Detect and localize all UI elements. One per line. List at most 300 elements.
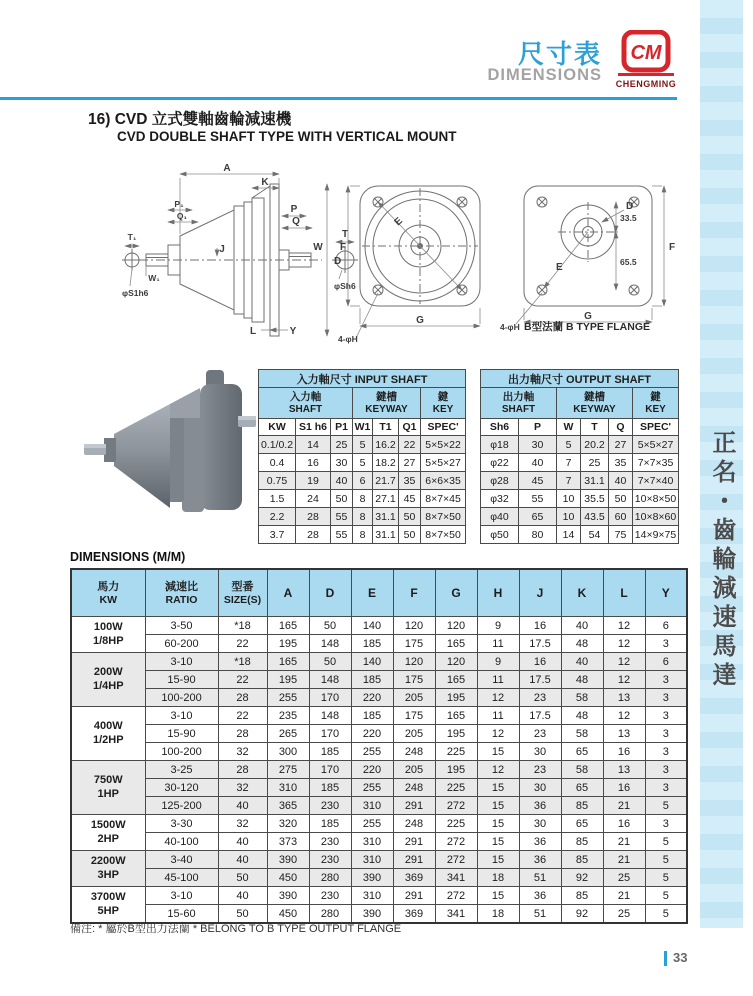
cell: 40 [561,617,603,635]
cell: 220 [351,761,393,779]
cell: 148 [309,707,351,725]
cell: 35.5 [581,490,609,508]
cell: 255 [351,815,393,833]
cell: 22 [218,635,267,653]
cell: 40 [519,454,557,472]
cell: 11 [477,635,519,653]
cell: φ28 [481,472,519,490]
cell: 7×7×35 [633,454,679,472]
cell: 272 [435,887,477,905]
cell: 5 [645,797,687,815]
cell: 22 [399,436,421,454]
dim-label-W: W [313,242,323,253]
cell: 205 [393,725,435,743]
table-row [71,761,687,779]
cell: 10×8×50 [633,490,679,508]
cell: 15-60 [145,905,218,924]
cell: 25 [603,869,645,887]
cell: φ32 [481,490,519,508]
front-view-drawing [338,180,490,344]
cell: 100-200 [145,743,218,761]
flange-caption: B型法蘭 B TYPE FLANGE [524,321,651,333]
cell: 12 [477,689,519,707]
cell: 195 [435,725,477,743]
cell: 3-50 [145,617,218,635]
cell: 6 [353,472,373,490]
table-row [71,635,687,653]
cell: 230 [309,833,351,851]
cell: 225 [435,815,477,833]
table-row [71,779,687,797]
cell: 17.5 [519,707,561,725]
cell: 30-120 [145,779,218,797]
cell: 40 [218,833,267,851]
cell: 92 [561,905,603,924]
column-header: SPEC' [421,419,466,436]
cell: 8×7×45 [421,490,466,508]
cell: 100-200 [145,689,218,707]
flange-view-drawing [500,182,694,334]
table-row [259,490,466,508]
cell: 5 [353,436,373,454]
cell: 310 [351,851,393,869]
column-header-row [71,569,687,617]
cell: 15 [477,779,519,797]
group-header-row [259,388,466,419]
cell: 20.2 [581,436,609,454]
cell: 3-25 [145,761,218,779]
cell: 48 [561,707,603,725]
table-row [71,797,687,815]
cell: 390 [351,905,393,924]
cell: 5 [557,436,581,454]
column-header: S1 h6 [296,419,331,436]
cell: 390 [267,851,309,869]
table-row [481,436,679,454]
cell: 22 [218,671,267,689]
column-group: 入力軸 SHAFT [259,388,353,419]
cell: 1.5 [259,490,296,508]
cell: 85 [561,833,603,851]
power-label: 200W 1/4HP [71,653,145,707]
cell: 21 [603,887,645,905]
column-header: Sh6 [481,419,519,436]
cell: 15 [477,851,519,869]
cell: 7 [557,472,581,490]
cell: *18 [218,617,267,635]
cell: 19 [296,472,331,490]
cell: 58 [561,725,603,743]
cell: 36 [519,851,561,869]
cell: 165 [267,617,309,635]
cell: 16 [603,743,645,761]
cell: 120 [393,653,435,671]
cell: 230 [309,851,351,869]
cell: 28 [296,526,331,544]
column-header: H [477,569,519,617]
cell: 55 [331,526,353,544]
side-vertical-text: 正名・齒輪減速馬達 [708,430,735,691]
group-header-row [481,388,679,419]
column-header: W1 [353,419,373,436]
column-header: T [581,419,609,436]
cell: 225 [435,743,477,761]
dim-label-P: P [290,204,298,215]
column-header: A [267,569,309,617]
cell: 5 [645,905,687,924]
cell: 65 [561,779,603,797]
cell: 6 [645,617,687,635]
cell: 120 [435,653,477,671]
column-header: L [603,569,645,617]
dim-label-Sh6: φSh6 [334,281,356,291]
cell: 450 [267,905,309,924]
cell: 3-40 [145,851,218,869]
cell: 31.1 [373,508,399,526]
cell: 5×5×27 [633,436,679,454]
cell: 248 [393,815,435,833]
cell: 255 [267,689,309,707]
table-row [259,436,466,454]
cell: 170 [309,689,351,707]
page-number-bar [664,951,667,966]
dim-label-J: J [219,244,225,255]
cell: 40 [331,472,353,490]
table-row [71,671,687,689]
cell: 25 [581,454,609,472]
cell: 15 [477,797,519,815]
cell: 27 [609,436,633,454]
cell: 205 [393,761,435,779]
dim-label-65-5: 65.5 [620,257,637,267]
cell: 28 [218,761,267,779]
page-number: 33 [673,950,688,965]
column-group: 鍵槽 KEYWAY [353,388,421,419]
table-row [481,472,679,490]
cell: 185 [309,815,351,833]
cell: 21 [603,797,645,815]
header-rule [0,97,677,100]
cell: 40 [609,472,633,490]
cell: 300 [267,743,309,761]
cell: 14 [557,526,581,544]
dim-label-L: L [249,326,257,337]
column-header: T1 [373,419,399,436]
footnote: 備注: * 屬於B型出力法蘭 * BELONG TO B TYPE OUTPUT FLANGE [70,923,402,935]
power-label: 2200W 3HP [71,851,145,887]
cell: 148 [309,671,351,689]
cell: 35 [609,454,633,472]
column-header: 減速比 RATIO [145,569,218,617]
dim-label-K: K [261,177,269,188]
table-title-row [259,370,466,388]
cell: 280 [309,869,351,887]
cell: 15 [477,887,519,905]
table-row [71,833,687,851]
cell: 291 [393,887,435,905]
column-header: J [519,569,561,617]
cell: 275 [267,761,309,779]
dim-label-Y: Y [289,326,297,337]
cell: 175 [393,671,435,689]
cell: 3-10 [145,887,218,905]
table-row [71,689,687,707]
cell: 185 [309,743,351,761]
cell: 58 [561,761,603,779]
cell: 80 [519,526,557,544]
cell: 185 [309,779,351,797]
cell: 3 [645,707,687,725]
cell: 50 [331,490,353,508]
cell: 220 [351,689,393,707]
cell: 11 [477,707,519,725]
cell: 36 [519,797,561,815]
cell: 7×7×40 [633,472,679,490]
cell: 272 [435,833,477,851]
cell: 16 [296,454,331,472]
dim-label-D: D [334,256,342,267]
table-row [71,887,687,905]
cell: 18 [477,869,519,887]
cell: 23 [519,725,561,743]
cell: 291 [393,797,435,815]
cell: 0.4 [259,454,296,472]
column-header: Q1 [399,419,421,436]
power-label: 3700W 5HP [71,887,145,924]
cell: 18.2 [373,454,399,472]
output-shaft-table [480,369,679,544]
cell: 5 [645,851,687,869]
cell: 10 [557,490,581,508]
holes-label: 4-φH [500,322,520,332]
cell: 6 [645,653,687,671]
cell: 3 [645,725,687,743]
chengming-logo [612,30,680,94]
cell: 373 [267,833,309,851]
product-photo [82,358,257,536]
cell: 12 [477,761,519,779]
cell: 185 [351,707,393,725]
column-header: Y [645,569,687,617]
dim-label-T1: T₁ [127,232,137,242]
cell: 12 [603,671,645,689]
column-header-row [259,419,466,436]
table-row [71,707,687,725]
column-group: 鍵 KEY [633,388,679,419]
table-title: 出力軸尺寸 OUTPUT SHAFT [481,370,679,388]
cell: 92 [561,869,603,887]
table-row [259,454,466,472]
cell: 5 [645,833,687,851]
cell: 16 [519,617,561,635]
cell: 17.5 [519,635,561,653]
cell: 3-10 [145,707,218,725]
cell: 25 [331,436,353,454]
cell: 8 [353,526,373,544]
cell: 50 [309,653,351,671]
cell: 185 [351,635,393,653]
column-header: Q [609,419,633,436]
cell: 6×6×35 [421,472,466,490]
cell: 30 [519,743,561,761]
cell: 30 [519,815,561,833]
cell: 225 [435,779,477,797]
column-header: SPEC' [633,419,679,436]
table-row [481,508,679,526]
cell: 3 [645,635,687,653]
cell: 272 [435,851,477,869]
cell: 195 [435,689,477,707]
cell: 23 [519,761,561,779]
cell: 8 [353,508,373,526]
cell: 32 [218,743,267,761]
cell: 21 [603,851,645,869]
cell: 170 [309,725,351,743]
cell: 8 [353,490,373,508]
side-view-drawing [122,160,360,342]
cell: 195 [267,671,309,689]
cell: 390 [267,887,309,905]
table-row [481,490,679,508]
cell: 60 [609,508,633,526]
table-row [259,472,466,490]
dim-label-T: T [341,229,349,240]
holes-label: 4-φH [338,334,358,344]
cell: 280 [309,905,351,924]
cell: 45-100 [145,869,218,887]
cell: 13 [603,761,645,779]
column-header: E [351,569,393,617]
dim-label-E: E [392,215,405,229]
dim-label-33-5: 33.5 [620,213,637,223]
cell: 7 [557,454,581,472]
cell: 369 [393,869,435,887]
cell: 15-90 [145,671,218,689]
cell: 23 [519,689,561,707]
dimensions-label: DIMENSIONS (M/M) [70,550,186,564]
column-header-row [481,419,679,436]
cell: 15 [477,743,519,761]
cell: 28 [296,508,331,526]
cell: 255 [351,743,393,761]
cell: 32 [218,779,267,797]
cell: 5 [645,869,687,887]
cell: 3 [645,761,687,779]
cell: 85 [561,887,603,905]
cell: 310 [351,887,393,905]
dim-label-W1: W₁ [148,273,160,283]
column-group: 鍵 KEY [421,388,466,419]
cell: 75 [609,526,633,544]
cell: 21.7 [373,472,399,490]
cell: 9 [477,653,519,671]
power-label: 1500W 2HP [71,815,145,851]
dimensions-table [70,568,688,924]
cell: 45 [399,490,421,508]
cell: 50 [399,526,421,544]
dim-label-Q1: Q₁ [176,211,188,221]
table-title: 入力軸尺寸 INPUT SHAFT [259,370,466,388]
cell: 175 [393,707,435,725]
cell: 32 [218,815,267,833]
page-title-en: DIMENSIONS [487,66,602,84]
cell: 165 [435,635,477,653]
cell: 12 [603,635,645,653]
cell: 5×5×27 [421,454,466,472]
cell: 120 [435,617,477,635]
cell: 185 [351,671,393,689]
cell: 31.1 [581,472,609,490]
column-header: P [519,419,557,436]
cell: 341 [435,869,477,887]
cell: *18 [218,653,267,671]
cell: 310 [351,833,393,851]
column-header: KW [259,419,296,436]
cell: 235 [267,707,309,725]
cell: 10×8×60 [633,508,679,526]
cell: 65 [561,743,603,761]
dim-label-F: F [669,242,676,253]
cell: 50 [399,508,421,526]
column-group: 鍵槽 KEYWAY [557,388,633,419]
cell: 50 [309,617,351,635]
cell: 12 [477,725,519,743]
cell: 220 [351,725,393,743]
section-title: 16) CVD 立式雙軸齒輪減速機 [88,111,292,128]
cell: 17.5 [519,671,561,689]
cell: 13 [603,689,645,707]
cell: 165 [435,671,477,689]
cell: 15-90 [145,725,218,743]
column-header: 馬力 KW [71,569,145,617]
side-stripe [700,0,743,928]
cell: 65 [561,815,603,833]
cell: 55 [331,508,353,526]
cell: 40 [218,887,267,905]
cell: 255 [351,779,393,797]
cell: 60-200 [145,635,218,653]
cell: 35 [399,472,421,490]
cell: 15 [477,833,519,851]
cell: 85 [561,797,603,815]
cell: 390 [351,869,393,887]
cell: 43.5 [581,508,609,526]
table-row [481,526,679,544]
cell: 10 [557,508,581,526]
cell: 16 [519,653,561,671]
cell: 51 [519,905,561,924]
cell: 40 [218,797,267,815]
logo-monogram: CM [630,42,662,64]
cell: 175 [393,635,435,653]
cell: 45 [519,472,557,490]
dim-label-D: D [626,201,634,212]
cell: 5×5×22 [421,436,466,454]
cell: 140 [351,653,393,671]
cell: 28 [218,689,267,707]
cell: 30 [519,436,557,454]
cell: 2.2 [259,508,296,526]
cell: 16.2 [373,436,399,454]
brand-name: CHENGMING [615,79,677,89]
cell: 48 [561,635,603,653]
cell: 28 [218,725,267,743]
cell: 54 [581,526,609,544]
power-label: 100W 1/8HP [71,617,145,653]
cell: 50 [218,869,267,887]
column-group: 出力軸 SHAFT [481,388,557,419]
cell: 3.7 [259,526,296,544]
